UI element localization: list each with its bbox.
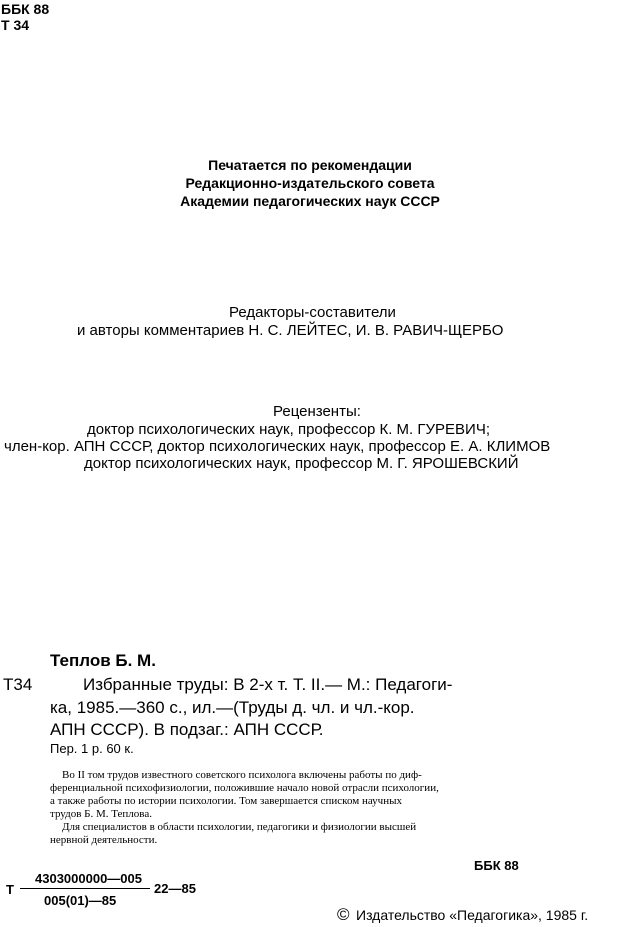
catalog-index: Т34 [3, 675, 33, 694]
catalog-author: Теплов Б. М. [50, 651, 156, 670]
copyright-icon: © [337, 905, 350, 924]
reviewer-line-1: доктор психологических наук, профессор К. М. ГУРЕВИЧ; [87, 421, 490, 438]
fraction-line [20, 888, 150, 889]
recommendation-line-2: Редакционно-издательского совета [185, 175, 435, 191]
catalog-line-3: АПН СССР). В подзаг.: АПН СССР. [50, 720, 324, 739]
catalog-line-2: ка, 1985.—360 с., ил.—(Труды д. чл. и чл.-кор. [50, 698, 415, 717]
catalog-price: Пер. 1 р. 60 к. [50, 741, 134, 756]
recommendation-line-1: Печатается по рекомендации [208, 157, 412, 173]
abstract-line-4: трудов Б. М. Теплова. [50, 808, 152, 820]
editors-names: и авторы комментариев Н. С. ЛЕЙТЕС, И. В. РАВИЧ-ЩЕРБО [77, 322, 504, 339]
abstract-line-2: ференциальной психофизиологии, положившие начало новой отрасли психологии, [50, 782, 439, 794]
author-index-code: Т 34 [1, 17, 30, 33]
reviewer-line-3: доктор психологических наук, профессор М. Г. ЯРОШЕВСКИЙ [84, 455, 519, 472]
footer-denominator: 005(01)—85 [44, 893, 117, 908]
bbk-code: ББК 88 [1, 1, 50, 17]
abstract-line-3: а также работы по истории психологии. Том завершается списком научных [50, 795, 402, 807]
catalog-line-1: Избранные труды: В 2-х т. Т. II.— М.: Педагоги- [83, 675, 453, 694]
reviewers-title: Рецензенты: [273, 403, 361, 420]
abstract-audience-2: нервной деятельности. [50, 834, 158, 846]
recommendation-line-3: Академии педагогических наук СССР [180, 193, 440, 209]
reviewer-line-2: член-кор. АПН СССР, доктор психологических наук, профессор Е. А. КЛИМОВ [4, 438, 551, 455]
footer-suffix: 22—85 [154, 881, 196, 896]
copyright-text: Издательство «Педагогика», 1985 г. [356, 907, 589, 923]
editors-label: Редакторы-составители [229, 304, 396, 321]
footer-t-letter: Т [6, 882, 14, 897]
abstract-audience-1: Для специалистов в области психологии, педагогики и физиологии высшей [62, 821, 417, 833]
footer-numerator: 4303000000—005 [35, 871, 142, 886]
footer-bbk: ББК 88 [474, 858, 519, 873]
abstract-line-1: Во II том трудов известного советского психолога включены работы по диф- [62, 769, 422, 781]
